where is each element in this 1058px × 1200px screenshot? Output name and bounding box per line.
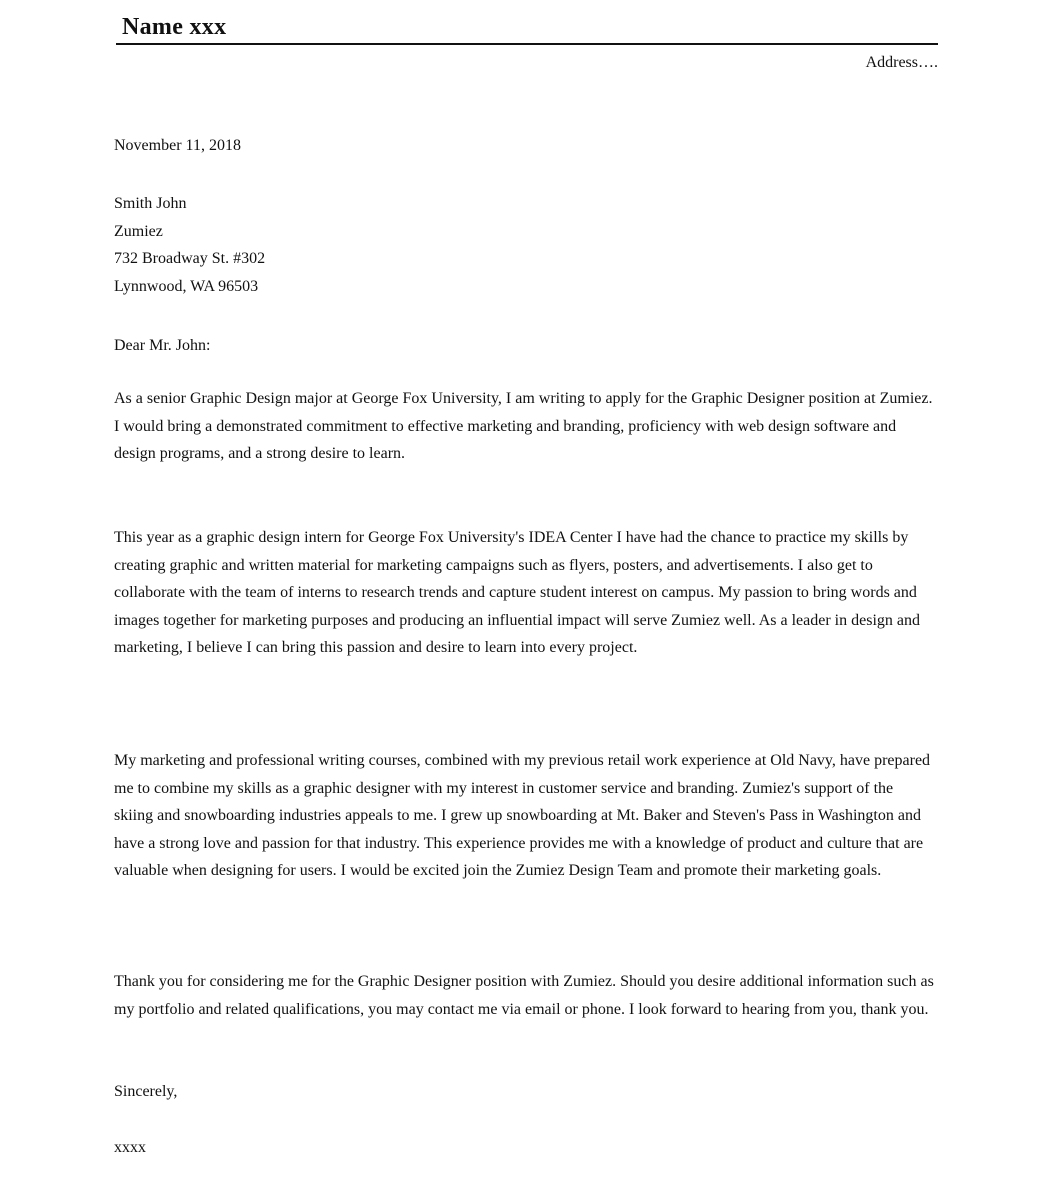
body-paragraph-3: My marketing and professional writing courses, combined with my previous retail work experience at Old Navy, have prepared me to combine my skills as a graphic designer with my interest in customer service and branding. Zumiez's support of the skiing and snowboarding industries appeals to me. I grew up snowboarding at Mt. Baker and Steven's Pass in Washington and have a strong love and passion for that industry. This experience provides me with a knowledge of product and culture that are valuable when designing for users. I would be excited join the Zumiez Design Team and promote their marketing goals. <box>114 752 931 879</box>
body-paragraph-2: This year as a graphic design intern for George Fox University's IDEA Center I have had the chance to practice my skills by creating graphic and written material for marketing campaigns such as flyers, posters, and advertisements. I also get to collaborate with the team of interns to research trends and capture student interest on campus. My passion to bring words and images together for marketing purposes and producing an influential impact will serve Zumiez well. As a leader in design and marketing, I believe I can bring this passion and desire to learn into every project. <box>114 529 920 656</box>
recipient-company: Zumiez <box>114 222 163 240</box>
recipient-block <box>114 190 934 300</box>
recipient-city: Lynnwood, WA 96503 <box>114 277 259 295</box>
header-divider <box>116 43 938 45</box>
sender-name: Name xxx <box>122 14 227 40</box>
recipient-name: Smith John <box>114 195 187 212</box>
salutation: Dear Mr. John: <box>114 337 211 354</box>
body-paragraph-4: Thank you for considering me for the Graphic Designer position with Zumiez. Should you desire additional information such as my portfolio and related qualifications, you may contact me via email or phone. I look forward to hearing from you, thank you. <box>114 973 934 1018</box>
letter-date: November 11, 2018 <box>114 137 241 154</box>
closing: Sincerely, <box>114 1083 178 1100</box>
recipient-street: 732 Broadway St. #302 <box>114 250 266 267</box>
body-paragraph-1: As a senior Graphic Design major at George Fox University, I am writing to apply for the Graphic Designer position at Zumiez. I would bring a demonstrated commitment to effective marketing and branding, proficiency with web design software and design programs, and a strong desire to learn. <box>114 390 933 462</box>
signature: xxxx <box>114 1139 146 1156</box>
sender-address: Address…. <box>865 54 938 71</box>
